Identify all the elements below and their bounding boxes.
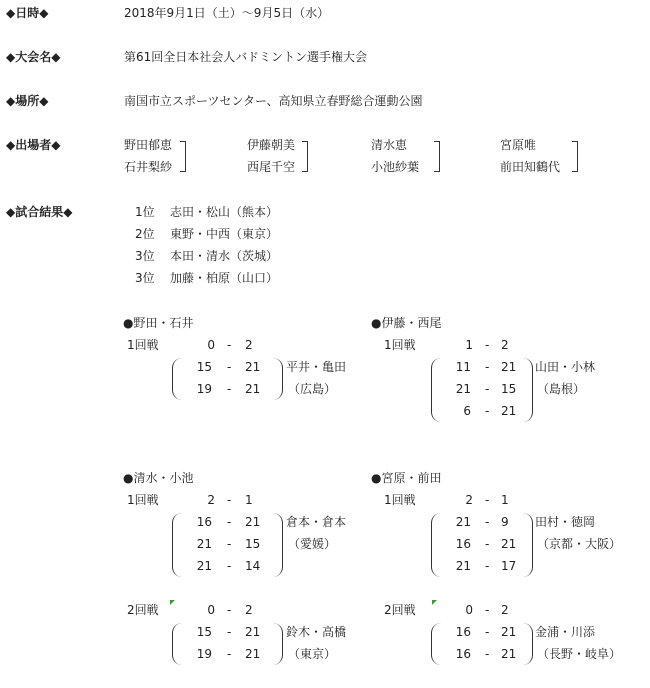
score-dash: - [227, 360, 232, 374]
match-score-a: 0 [207, 338, 215, 352]
score-dash: - [227, 515, 232, 529]
opponent-names: 山田・小林 [535, 360, 596, 374]
game-score-a: 21 [455, 515, 471, 529]
event-label: ◆大会名◆ [6, 50, 61, 64]
game-score-b: 15 [245, 537, 261, 551]
match-score-b: 2 [245, 603, 253, 617]
opponent-pref: （島根） [537, 382, 586, 396]
games-left-paren [431, 358, 442, 422]
score-dash: - [485, 515, 490, 529]
game-score-b: 17 [501, 559, 517, 573]
game-score-b: 21 [501, 537, 517, 551]
game-score-a: 21 [196, 537, 212, 551]
games-left-paren [172, 513, 183, 577]
score-dash: - [485, 493, 490, 507]
score-dash: - [227, 382, 232, 396]
venue-label: ◆場所◆ [6, 94, 49, 108]
player-name: 宮原唯 [500, 138, 537, 152]
opponent-pref: （広島） [288, 382, 337, 396]
match-pair-title: ●野田・石井 [123, 316, 194, 330]
results-label: ◆試合結果◆ [6, 205, 73, 219]
match-score-b: 2 [501, 603, 509, 617]
pair-bracket [572, 141, 578, 172]
games-right-paren [522, 513, 533, 577]
date-label: ◆日時◆ [6, 6, 49, 20]
pair-bracket [180, 141, 186, 172]
game-score-a: 21 [196, 559, 212, 573]
player-name: 小池紗葉 [371, 160, 420, 174]
game-score-b: 21 [245, 647, 261, 661]
match-score-b: 1 [245, 493, 253, 507]
cell-marker [432, 600, 437, 605]
game-score-a: 15 [196, 625, 212, 639]
game-score-b: 9 [501, 515, 509, 529]
score-dash: - [485, 537, 490, 551]
round-label: 1回戦 [384, 493, 416, 507]
games-right-paren [522, 358, 533, 422]
rank: 1位 [135, 205, 155, 219]
game-score-b: 21 [245, 625, 261, 639]
game-score-a: 11 [455, 360, 471, 374]
games-right-paren [272, 358, 283, 400]
score-dash: - [227, 559, 232, 573]
player-name: 石井梨紗 [124, 160, 173, 174]
opponent-names: 倉本・倉本 [286, 515, 347, 529]
games-right-paren [272, 513, 283, 577]
score-dash: - [485, 404, 490, 418]
match-score-a: 1 [465, 338, 473, 352]
game-score-a: 19 [196, 382, 212, 396]
game-score-a: 15 [196, 360, 212, 374]
game-score-b: 21 [501, 404, 517, 418]
opponent-names: 鈴木・高橋 [286, 625, 347, 639]
rank-pair: 加藤・柏原（山口） [170, 271, 279, 285]
round-label: 2回戦 [384, 603, 416, 617]
score-dash: - [485, 559, 490, 573]
match-score-b: 2 [245, 338, 253, 352]
game-score-a: 21 [455, 559, 471, 573]
score-dash: - [485, 360, 490, 374]
round-label: 1回戦 [127, 493, 159, 507]
score-dash: - [485, 338, 490, 352]
opponent-pref: （東京） [288, 647, 337, 661]
score-dash: - [227, 493, 232, 507]
game-score-b: 21 [501, 625, 517, 639]
opponent-pref: （長野・岐阜） [537, 647, 622, 661]
pair-bracket [302, 141, 308, 172]
match-score-a: 0 [465, 603, 473, 617]
score-dash: - [485, 382, 490, 396]
match-score-b: 2 [501, 338, 509, 352]
games-right-paren [522, 623, 533, 665]
match-pair-title: ●伊藤・西尾 [371, 316, 442, 330]
score-dash: - [485, 647, 490, 661]
opponent-names: 田村・徳岡 [535, 515, 596, 529]
games-left-paren [431, 513, 442, 577]
games-left-paren [431, 623, 442, 665]
opponent-names: 金浦・川添 [535, 625, 596, 639]
venue-value: 南国市立スポーツセンター、高知県立春野総合運動公園 [124, 94, 423, 108]
player-name: 野田郁恵 [124, 138, 173, 152]
round-label: 1回戦 [384, 338, 416, 352]
opponent-pref: （京都・大阪） [537, 537, 622, 551]
score-dash: - [227, 537, 232, 551]
match-score-a: 2 [207, 493, 215, 507]
games-left-paren [172, 623, 183, 665]
rank-pair: 東野・中西（東京） [170, 227, 279, 241]
game-score-b: 21 [245, 382, 261, 396]
rank-pair: 本田・清水（茨城） [170, 249, 279, 263]
rank: 3位 [135, 271, 155, 285]
game-score-b: 21 [501, 647, 517, 661]
score-dash: - [485, 625, 490, 639]
game-score-a: 16 [196, 515, 212, 529]
game-score-a: 21 [455, 382, 471, 396]
opponent-pref: （愛媛） [288, 537, 337, 551]
score-dash: - [227, 603, 232, 617]
game-score-b: 21 [245, 515, 261, 529]
score-dash: - [227, 338, 232, 352]
player-name: 清水恵 [371, 138, 408, 152]
match-score-a: 2 [465, 493, 473, 507]
games-right-paren [272, 623, 283, 665]
game-score-b: 15 [501, 382, 517, 396]
opponent-names: 平井・亀田 [286, 360, 347, 374]
date-value: 2018年9月1日（土）～9月5日（水） [124, 6, 330, 20]
game-score-b: 21 [501, 360, 517, 374]
player-name: 前田知鶴代 [500, 160, 561, 174]
players-label: ◆出場者◆ [6, 138, 61, 152]
match-score-a: 0 [207, 603, 215, 617]
score-dash: - [227, 625, 232, 639]
score-dash: - [227, 647, 232, 661]
game-score-a: 16 [455, 625, 471, 639]
games-left-paren [172, 358, 183, 400]
game-score-b: 21 [245, 360, 261, 374]
rank: 2位 [135, 227, 155, 241]
rank: 3位 [135, 249, 155, 263]
match-pair-title: ●宮原・前田 [371, 471, 442, 485]
match-score-b: 1 [501, 493, 509, 507]
game-score-a: 19 [196, 647, 212, 661]
round-label: 2回戦 [127, 603, 159, 617]
game-score-a: 6 [463, 404, 471, 418]
event-value: 第61回全日本社会人バドミントン選手権大会 [124, 50, 368, 64]
rank-pair: 志田・松山（熊本） [170, 205, 279, 219]
score-dash: - [485, 603, 490, 617]
player-name: 伊藤朝美 [247, 138, 296, 152]
game-score-b: 14 [245, 559, 261, 573]
game-score-a: 16 [455, 647, 471, 661]
game-score-a: 16 [455, 537, 471, 551]
player-name: 西尾千空 [247, 160, 296, 174]
round-label: 1回戦 [127, 338, 159, 352]
match-pair-title: ●清水・小池 [123, 471, 194, 485]
pair-bracket [434, 141, 440, 172]
cell-marker [170, 600, 175, 605]
